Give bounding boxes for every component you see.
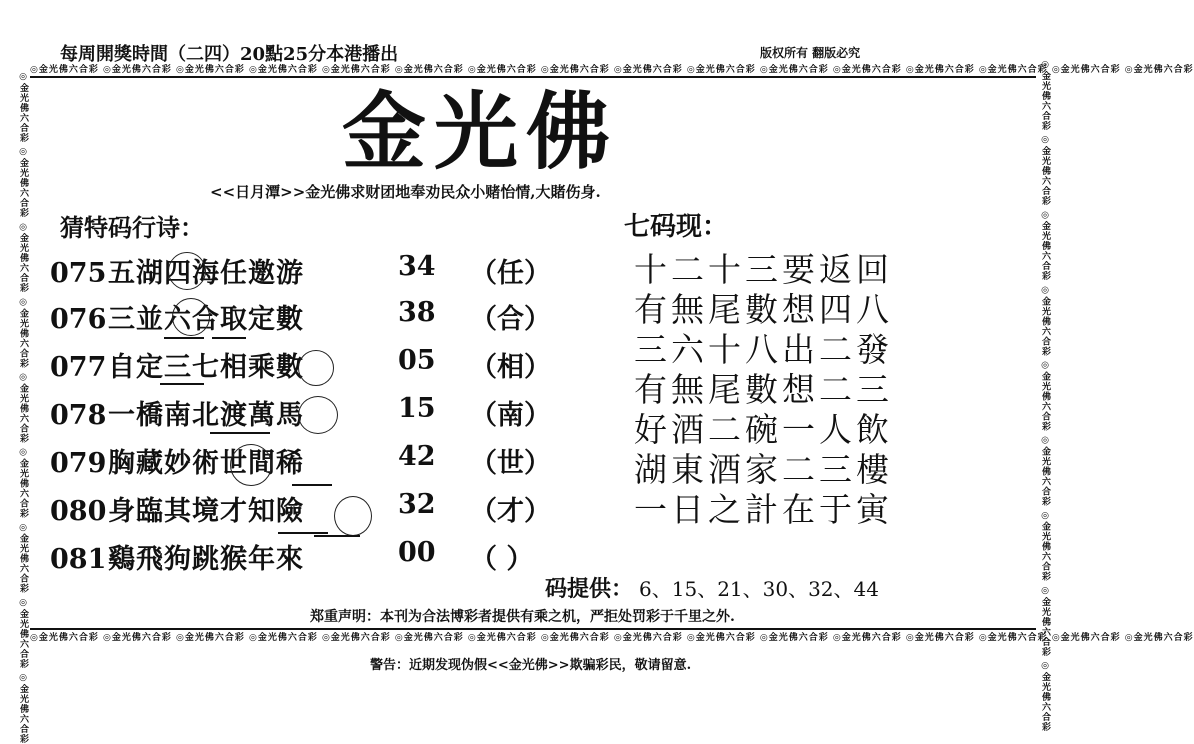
seven-code-line: 好酒二碗一人飲 <box>634 410 893 449</box>
seven-code-line: 一日之計在于寅 <box>634 490 893 529</box>
draw-schedule: 每周開獎時間（二四）20點25分本港播出 <box>60 44 399 65</box>
hand-underline-mark <box>160 383 204 385</box>
hand-underline-mark <box>164 337 204 339</box>
hand-circle-mark <box>298 396 338 434</box>
seven-code-line: 十二十三要返回 <box>634 250 893 289</box>
poem-row <box>50 345 551 385</box>
poem-row-hint: （世） <box>470 448 551 479</box>
poem-row-value: 34 <box>398 251 436 282</box>
poem-row-hint: （才） <box>470 496 551 527</box>
poem-row-verse: 鷄飛狗跳猴年來 <box>108 544 304 575</box>
poem-row-hint: （ ） <box>470 544 534 575</box>
poem-row-number: 075 <box>50 258 107 289</box>
poem-row <box>50 393 551 433</box>
hand-underline-mark <box>292 484 332 486</box>
warning-text: 警告：近期发现伪假<<金光佛>>欺骗彩民，敬请留意. <box>370 658 692 673</box>
code-provide-numbers: 6、15、21、30、32、44 <box>639 577 879 601</box>
poem-row-verse: 三並六合取定數 <box>108 304 304 335</box>
poem-row-number: 079 <box>50 448 107 479</box>
poem-row-value: 05 <box>398 345 436 376</box>
poem-row-hint: （相） <box>470 352 551 383</box>
poem-row-value: 32 <box>398 489 436 520</box>
poem-row-verse: 五湖四海任邀游 <box>108 258 304 289</box>
code-provide-label: 码提供： <box>545 576 634 602</box>
border-strip-top: ◎金光佛六合彩 ◎金光佛六合彩 ◎金光佛六合彩 ◎金光佛六合彩 ◎金光佛六合彩 ◎金光佛六合彩 ◎金光佛六合彩 ◎金光佛六合彩 ◎金光佛六合彩 ◎金光佛六合彩 ◎金光佛六合彩 ◎金光佛六合彩 ◎金光佛六合彩 ◎金光佛六合彩 ◎金光佛六合彩 ◎金光佛六合彩 <box>30 62 1036 78</box>
seven-code-line: 有無尾數想二三 <box>634 370 893 409</box>
code-provide <box>545 572 879 603</box>
hand-circle-mark <box>334 496 372 536</box>
poem-row-verse: 一橋南北渡萬馬 <box>108 400 304 431</box>
copyright-notice: 版权所有 翻版必究 <box>760 46 861 60</box>
poem-row <box>50 251 551 291</box>
hand-underline-mark <box>278 532 328 534</box>
seven-code-heading: 七码现： <box>624 212 729 242</box>
poem-row-verse: 身臨其境才知險 <box>108 496 304 527</box>
poem-row-hint: （南） <box>470 400 551 431</box>
poem-row <box>50 537 534 577</box>
seven-code-line: 湖東酒家二三樓 <box>634 450 893 489</box>
hand-underline-mark <box>210 432 270 434</box>
poem-row-number: 077 <box>50 352 107 383</box>
poem-heading: 猜特码行诗： <box>60 213 204 242</box>
poem-row-number: 080 <box>50 496 107 527</box>
poem-row-verse: 自定三七相乘數 <box>108 352 304 383</box>
hand-circle-mark <box>172 298 210 336</box>
poem-row-number: 078 <box>50 400 107 431</box>
hand-circle-mark <box>168 252 206 290</box>
poem-row-number: 076 <box>50 304 107 335</box>
poem-row-value: 15 <box>398 393 436 424</box>
hand-underline-mark <box>212 337 246 339</box>
disclaimer-text: 郑重声明：本刊为合法博彩者提供有乘之机，严拒处罚彩于千里之外. <box>310 609 735 625</box>
poem-row-verse: 胸藏妙術世間稀 <box>108 448 304 479</box>
poem-row-value: 42 <box>398 441 436 472</box>
hand-circle-mark <box>230 444 272 486</box>
hand-circle-mark <box>298 350 334 386</box>
masthead-title: 金光佛 <box>341 82 618 181</box>
poem-row-hint: （合） <box>470 304 551 335</box>
masthead-subtitle: <<日月潭>>金光佛求财团地奉劝民众小赌怡情,大賭伤身. <box>210 183 601 201</box>
poem-row <box>50 489 551 529</box>
poem-row-number: 081 <box>50 544 107 575</box>
poem-row-value: 00 <box>398 537 436 568</box>
border-strip-left: ◎金光佛六合彩 ◎金光佛六合彩 ◎金光佛六合彩 ◎金光佛六合彩 ◎金光佛六合彩 ◎金光佛六合彩 ◎金光佛六合彩 ◎金光佛六合彩 ◎金光佛六合彩 <box>18 72 28 744</box>
hand-underline-mark <box>314 535 360 537</box>
border-strip-right: ◎金光佛六合彩 ◎金光佛六合彩 ◎金光佛六合彩 ◎金光佛六合彩 ◎金光佛六合彩 ◎金光佛六合彩 ◎金光佛六合彩 ◎金光佛六合彩 ◎金光佛六合彩 <box>1040 60 1050 733</box>
poem-row-hint: （任） <box>470 258 551 289</box>
border-strip-bottom: ◎金光佛六合彩 ◎金光佛六合彩 ◎金光佛六合彩 ◎金光佛六合彩 ◎金光佛六合彩 ◎金光佛六合彩 ◎金光佛六合彩 ◎金光佛六合彩 ◎金光佛六合彩 ◎金光佛六合彩 ◎金光佛六合彩 ◎金光佛六合彩 ◎金光佛六合彩 ◎金光佛六合彩 ◎金光佛六合彩 ◎金光佛六合彩 <box>30 628 1036 644</box>
seven-code-line: 三六十八出二發 <box>634 330 893 369</box>
poem-row <box>50 297 551 337</box>
poem-row-value: 38 <box>398 297 436 328</box>
seven-code-line: 有無尾數想四八 <box>634 290 893 329</box>
